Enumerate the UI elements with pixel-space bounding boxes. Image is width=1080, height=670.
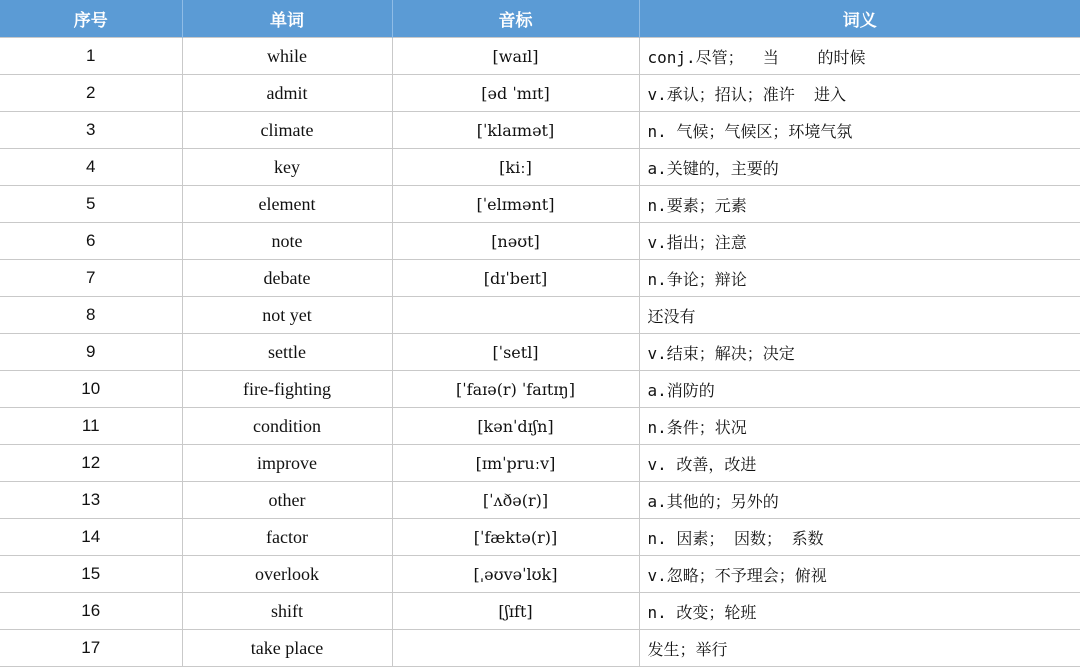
row-number-cell: 1 <box>0 38 182 75</box>
header-row <box>0 0 1080 38</box>
meaning-cell: 还没有 <box>639 297 1080 334</box>
phonetic-cell: [ˈfaɪə(r) ˈfaɪtɪŋ] <box>392 371 639 408</box>
header-number: 序号 <box>0 0 182 38</box>
meaning-cell: a.关键的，主要的 <box>639 149 1080 186</box>
meaning-cell: 发生；举行 <box>639 630 1080 667</box>
table-row <box>0 482 1080 519</box>
word-cell: factor <box>182 519 392 556</box>
table-row <box>0 112 1080 149</box>
table-row <box>0 556 1080 593</box>
phonetic-cell: [ˈklaɪmət] <box>392 112 639 149</box>
header-word: 单词 <box>182 0 392 38</box>
row-number-cell: 3 <box>0 112 182 149</box>
word-cell: overlook <box>182 556 392 593</box>
row-number-cell: 6 <box>0 223 182 260</box>
meaning-cell: n. 因素； 因数； 系数 <box>639 519 1080 556</box>
phonetic-cell: [ˈsetl] <box>392 334 639 371</box>
table-row <box>0 75 1080 112</box>
word-cell: note <box>182 223 392 260</box>
table-row <box>0 38 1080 75</box>
word-cell: debate <box>182 260 392 297</box>
meaning-cell: conj.尽管； 当 的时候 <box>639 38 1080 75</box>
row-number-cell: 9 <box>0 334 182 371</box>
word-cell: key <box>182 149 392 186</box>
phonetic-cell: [kənˈdɪʃn] <box>392 408 639 445</box>
meaning-cell: v.结束；解决；决定 <box>639 334 1080 371</box>
row-number-cell: 4 <box>0 149 182 186</box>
table-row <box>0 445 1080 482</box>
meaning-cell: n. 改变；轮班 <box>639 593 1080 630</box>
phonetic-cell: [waɪl] <box>392 38 639 75</box>
phonetic-cell: [ʃɪft] <box>392 593 639 630</box>
table-row <box>0 630 1080 667</box>
row-number-cell: 7 <box>0 260 182 297</box>
phonetic-cell <box>392 630 639 667</box>
meaning-cell: v.承认；招认；准许 进入 <box>639 75 1080 112</box>
row-number-cell: 11 <box>0 408 182 445</box>
word-cell: improve <box>182 445 392 482</box>
row-number-cell: 17 <box>0 630 182 667</box>
word-cell: shift <box>182 593 392 630</box>
table-row <box>0 371 1080 408</box>
phonetic-cell: [nəʊt] <box>392 223 639 260</box>
meaning-cell: n.争论；辩论 <box>639 260 1080 297</box>
meaning-cell: v.忽略；不予理会；俯视 <box>639 556 1080 593</box>
word-cell: other <box>182 482 392 519</box>
table-row <box>0 149 1080 186</box>
row-number-cell: 12 <box>0 445 182 482</box>
phonetic-cell: [dɪˈbeɪt] <box>392 260 639 297</box>
table-row <box>0 223 1080 260</box>
meaning-cell: a.其他的；另外的 <box>639 482 1080 519</box>
table-row <box>0 519 1080 556</box>
table-row <box>0 334 1080 371</box>
phonetic-cell: [əd ˈmɪt] <box>392 75 639 112</box>
phonetic-cell: [kiː] <box>392 149 639 186</box>
word-cell: condition <box>182 408 392 445</box>
row-number-cell: 8 <box>0 297 182 334</box>
phonetic-cell <box>392 297 639 334</box>
phonetic-cell: [ˌəʊvəˈlʊk] <box>392 556 639 593</box>
meaning-cell: n.条件；状况 <box>639 408 1080 445</box>
table-row <box>0 408 1080 445</box>
table-header <box>0 0 1080 38</box>
word-cell: element <box>182 186 392 223</box>
row-number-cell: 5 <box>0 186 182 223</box>
phonetic-cell: [ɪmˈpruːv] <box>392 445 639 482</box>
table-row <box>0 186 1080 223</box>
word-cell: settle <box>182 334 392 371</box>
row-number-cell: 14 <box>0 519 182 556</box>
row-number-cell: 10 <box>0 371 182 408</box>
row-number-cell: 2 <box>0 75 182 112</box>
row-number-cell: 16 <box>0 593 182 630</box>
phonetic-cell: [ˈelɪmənt] <box>392 186 639 223</box>
word-cell: admit <box>182 75 392 112</box>
word-cell: take place <box>182 630 392 667</box>
phonetic-cell: [ˈʌðə(r)] <box>392 482 639 519</box>
word-cell: climate <box>182 112 392 149</box>
row-number-cell: 13 <box>0 482 182 519</box>
word-cell: fire-fighting <box>182 371 392 408</box>
meaning-cell: n.要素；元素 <box>639 186 1080 223</box>
table-row <box>0 593 1080 630</box>
meaning-cell: a.消防的 <box>639 371 1080 408</box>
meaning-cell: v.指出；注意 <box>639 223 1080 260</box>
table-row <box>0 297 1080 334</box>
row-number-cell: 15 <box>0 556 182 593</box>
table-body <box>0 38 1080 667</box>
meaning-cell: v. 改善，改进 <box>639 445 1080 482</box>
phonetic-cell: [ˈfæktə(r)] <box>392 519 639 556</box>
word-cell: while <box>182 38 392 75</box>
meaning-cell: n. 气候；气候区；环境气氛 <box>639 112 1080 149</box>
header-meaning: 词义 <box>639 0 1080 38</box>
header-phonetic: 音标 <box>392 0 639 38</box>
table-row <box>0 260 1080 297</box>
word-cell: not yet <box>182 297 392 334</box>
